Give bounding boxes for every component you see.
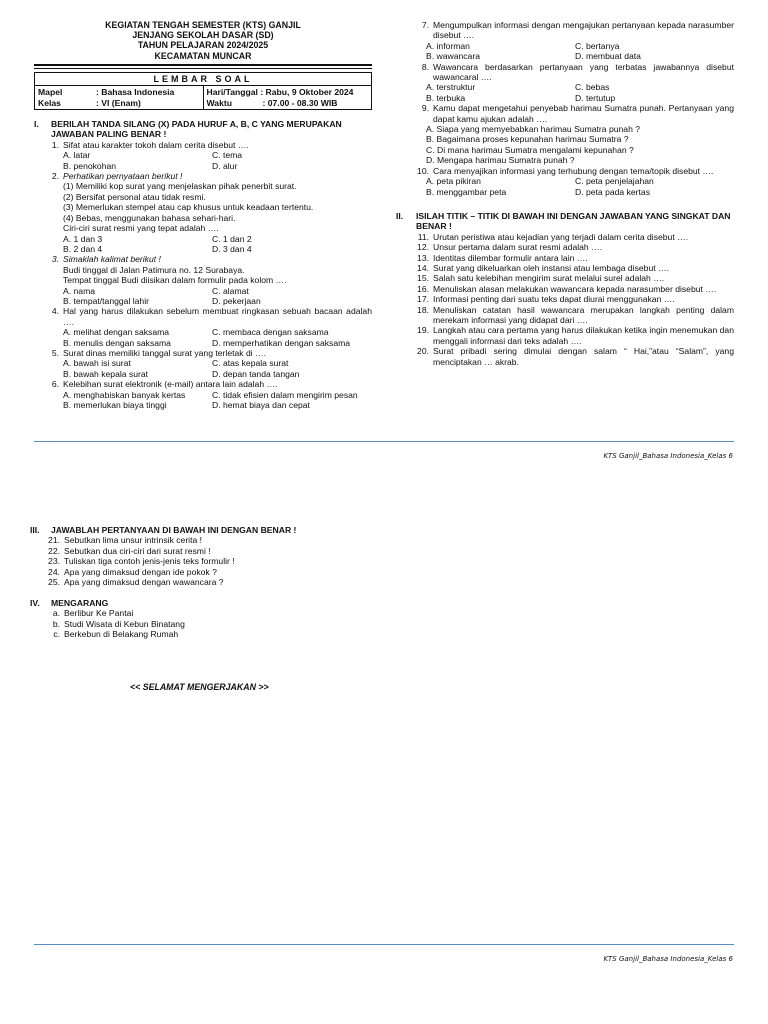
section-2-title: ISILAH TITIK – TITIK DI BAWAH INI DENGAN JAWABAN YANG SINGKAT DAN BENAR !: [416, 210, 731, 232]
option-d: D. pekerjaan: [212, 295, 261, 306]
question-number: 2.: [51, 171, 59, 182]
question-4: [34, 306, 372, 348]
question-text: Simaklah kalimat berikut !: [63, 254, 161, 265]
option-d: D. tertutup: [575, 92, 616, 103]
question-number: 9.: [421, 103, 429, 114]
option-a: A. bawah isi surat: [63, 358, 131, 369]
item-text: Berkebun di Belakang Rumah: [64, 629, 179, 640]
item-number: 25.: [48, 577, 60, 588]
item-number: 14.: [417, 262, 429, 273]
fill-in-item: [396, 305, 734, 326]
closing-message: << SELAMAT MENGERJAKAN >>: [130, 682, 269, 692]
question-text: Perhatikan pernyataan berikut !: [63, 171, 183, 182]
option-a: A. informan: [426, 40, 470, 51]
section-3-list: [30, 535, 370, 587]
section-2-heading: [396, 211, 734, 232]
statement-4: (4) Bebas, menggunakan bahasa sehari-hari.: [63, 212, 236, 223]
item-text: Unsur pertama dalam surat resmi adalah ….: [433, 242, 603, 253]
question-8: [396, 62, 734, 104]
item-text: Surat yang dikeluarkan oleh instansi atau lembaga disebut ….: [433, 262, 669, 273]
item-text: Surat pribadi sering dimulai dengan salam “ Hai,”atau “Salam”, yang menciptakan … akrab.: [433, 346, 734, 367]
exam-header: [34, 20, 372, 61]
option-a: A. menghabiskan banyak kertas: [63, 389, 186, 400]
option-a: A. terstruktur: [426, 82, 476, 93]
section-3: [30, 525, 370, 587]
section-3-title: JAWABLAH PERTANYAAN DI BAWAH INI DENGAN BENAR !: [51, 525, 297, 535]
option-a: A. melihat dengan saksama: [63, 327, 170, 338]
option-c: C. peta penjelajahan: [575, 176, 654, 187]
item-text: Urutan peristiwa atau kejadian yang terjadi dalam cerita disebut ….: [433, 231, 689, 242]
essay-item: [30, 567, 370, 577]
sheet-meta: [35, 86, 371, 109]
section-1-heading: [34, 119, 372, 140]
tanggal-value: : Rabu, 9 Oktober 2024: [260, 87, 354, 98]
header-line-4: KECAMATAN MUNCAR: [154, 50, 252, 61]
option-d: D. depan tanda tangan: [212, 368, 300, 379]
fill-in-item: [396, 346, 734, 367]
question-7: [396, 20, 734, 62]
kelas-label: Kelas: [38, 97, 61, 108]
fill-in-item: [396, 242, 734, 252]
question-text: Wawancara berdasarkan pertanyaan yang terbatas jawabannya disebut wawancaral ….: [433, 61, 734, 83]
question-number: 10.: [417, 165, 429, 176]
item-text: Apa yang dimaksud dengan wawancara ?: [64, 577, 224, 588]
statement-1: Budi tinggal di Jalan Patimura no. 12 Surabaya.: [63, 264, 245, 275]
item-number: c.: [53, 629, 60, 640]
question-10: [396, 166, 734, 197]
section-4-heading: [30, 598, 370, 608]
right-column: [396, 20, 734, 367]
question-prompt: Ciri-ciri surat resmi yang tepat adalah ….: [63, 223, 219, 234]
fill-in-item: [396, 294, 734, 304]
question-number: 8.: [421, 61, 429, 72]
option-d: D. Mengapa harimau Sumatra punah ?: [426, 155, 575, 166]
item-number: a.: [52, 608, 60, 619]
section-1-number: I.: [34, 119, 39, 130]
page-2-footer-text: KTS Ganjil_Bahasa Indonesia_Kelas 6: [603, 955, 733, 963]
option-a: A. latar: [63, 150, 91, 161]
section-4-number: IV.: [30, 598, 40, 608]
question-text: Surat dinas memiliki tanggal surat yang terletak di ….: [63, 347, 267, 358]
essay-topic: [30, 619, 370, 629]
question-5: [34, 348, 372, 379]
option-a: A. 1 dan 3: [63, 233, 103, 244]
item-number: 11.: [417, 231, 429, 242]
question-number: 3.: [51, 254, 59, 265]
item-number: 15.: [417, 273, 429, 284]
option-b: B. wawancara: [426, 51, 480, 62]
option-a: A. nama: [63, 285, 96, 296]
option-c: C. Di mana harimau Sumatra mengalami kepunahan ?: [426, 144, 634, 155]
item-number: b.: [52, 618, 60, 629]
statement-2: (2) Bersifat personal atau tidak resmi.: [63, 191, 206, 202]
header-divider-thick: [34, 64, 372, 66]
question-2: [34, 171, 372, 254]
option-b: B. penokohan: [63, 160, 117, 171]
item-number: 13.: [417, 252, 429, 263]
item-text: Langkah atau cara pertama yang harus dilakukan ketika ingin menemukan dan menggali informasi dari teks adalah ….: [433, 325, 734, 346]
section-3-heading: [30, 525, 370, 535]
section-1-title: BERILAH TANDA SILANG (X) PADA HURUF A, B, C YANG MERUPAKAN JAWABAN PALING BENAR !: [51, 119, 342, 140]
option-c: C. tema: [212, 150, 243, 161]
section-2-list: [396, 232, 734, 367]
option-d: D. hemat biaya dan cepat: [212, 400, 310, 410]
fill-in-item: [396, 232, 734, 242]
fill-in-item: [396, 253, 734, 263]
option-b: B. tempat/tanggal lahir: [63, 295, 149, 306]
item-number: 23.: [48, 556, 60, 567]
kelas-value: : VI (Enam): [96, 97, 141, 108]
item-text: Menuliskan alasan melakukan wawancara kepada narasumber disebut ….: [433, 283, 717, 294]
option-c: C. membaca dengan saksama: [212, 327, 329, 338]
item-text: Informasi penting dari suatu teks dapat diurai menggunakan ….: [433, 294, 675, 305]
section-3-number: III.: [30, 525, 40, 535]
item-text: Studi Wisata di Kebun Binatang: [64, 618, 185, 629]
section-4-list: [30, 608, 370, 639]
question-number: 1.: [51, 139, 59, 150]
essay-item: [30, 546, 370, 556]
question-number: 5.: [51, 347, 59, 358]
section-4: [30, 598, 370, 640]
option-c: C. alamat: [212, 285, 249, 296]
question-6: [34, 379, 372, 410]
option-c: C. 1 dan 2: [212, 233, 252, 244]
item-number: 21.: [48, 535, 60, 546]
option-b: B. terbuka: [426, 92, 466, 103]
option-b: B. Bagaimana proses kepunahan harimau Sumatra ?: [426, 134, 629, 145]
page-2-footer-line: [34, 944, 734, 945]
meta-left: [35, 86, 203, 109]
item-number: 19.: [417, 325, 429, 336]
statement-1: (1) Memiliki kop surat yang menjelaskan pihak penerbit surat.: [63, 181, 297, 192]
header-line-1: KEGIATAN TENGAH SEMESTER (KTS) GANJIL: [105, 20, 301, 30]
item-number: 12.: [417, 242, 429, 253]
option-d: D. memperhatikan dengan saksama: [212, 337, 351, 348]
question-text: Sifat atau karakter tokoh dalam cerita disebut ….: [63, 139, 249, 150]
item-text: Apa yang dimaksud dengan ide pokok ?: [64, 566, 217, 577]
item-text: Sebutkan dua ciri-ciri dari surat resmi !: [64, 545, 211, 556]
option-b: B. bawah kepala surat: [63, 368, 149, 379]
mapel-label: Mapel: [38, 87, 63, 98]
section-4-title: MENGARANG: [51, 598, 109, 608]
option-b: B. 2 dan 4: [63, 243, 103, 254]
header-line-3: TAHUN PELAJARAN 2024/2025: [137, 40, 269, 51]
question-3: [34, 254, 372, 306]
item-number: 16.: [417, 283, 429, 294]
waktu-label: Waktu: [206, 97, 232, 108]
option-c: C. atas kepala surat: [212, 358, 289, 369]
item-text: Sebutkan lima unsur intrinsik cerita !: [64, 535, 203, 546]
option-a: A. peta pikiran: [426, 176, 481, 187]
item-text: Identitas dilembar formulir antara lain ….: [433, 252, 588, 263]
waktu-value: : 07.00 - 08.30 WIB: [262, 97, 338, 108]
question-text: Kelebihan surat elektronik (e-mail) antara lain adalah ….: [63, 379, 278, 390]
header-line-2: JENJANG SEKOLAH DASAR (SD): [132, 30, 274, 41]
page-1-footer-text: KTS Ganjil_Bahasa Indonesia_Kelas 6: [603, 452, 733, 460]
sheet-info-box: [34, 72, 372, 110]
option-b: B. menggambar peta: [426, 186, 507, 197]
option-d: D. 3 dan 4: [212, 243, 252, 254]
item-text: Menuliskan catatan hasil wawancara merupakan langkah penting dalam merekam informasi yang didapat dari ….: [433, 304, 734, 325]
option-b: B. menulis dengan saksama: [63, 337, 171, 348]
option-c: C. bertanya: [575, 40, 620, 51]
statement-3: (3) Memerlukan stempel atau cap khusus untuk keadaan tertentu.: [63, 202, 314, 213]
question-9: [396, 103, 734, 165]
question-text: Cara menyajikan informasi yang terhubung dengan tema/topik disebut ….: [433, 165, 714, 176]
item-number: 18.: [417, 304, 429, 315]
essay-topic: [30, 629, 370, 639]
item-text: Salah satu kelebihan mengirim surat melalui surel adalah ….: [433, 273, 665, 284]
fill-in-item: [396, 325, 734, 346]
meta-right: [203, 86, 372, 109]
option-c: C. bebas: [575, 82, 610, 93]
item-number: 22.: [48, 545, 60, 556]
fill-in-item: [396, 284, 734, 294]
essay-topic: [30, 608, 370, 618]
question-text: Mengumpulkan informasi dengan mengajukan pertanyaan kepada narasumber disebut ….: [433, 20, 734, 41]
sheet-title: LEMBAR SOAL: [35, 73, 371, 86]
item-number: 20.: [417, 346, 429, 357]
question-number: 7.: [421, 20, 429, 30]
option-d: D. peta pada kertas: [575, 186, 651, 197]
page-1-footer-line: [34, 441, 734, 442]
question-number: 6.: [51, 379, 59, 390]
option-b: B. memerlukan biaya tinggi: [63, 400, 167, 410]
tanggal-label: Hari/Tanggal: [206, 87, 258, 98]
essay-item: [30, 577, 370, 587]
option-c: C. tidak efisien dalam mengirim pesan: [212, 389, 358, 400]
question-text: Hal yang harus dilakukan sebelum membuat ringkasan sebuah bacaan adalah ….: [63, 306, 372, 327]
option-d: D. alur: [212, 160, 238, 171]
essay-item: [30, 556, 370, 566]
left-column: [34, 20, 372, 410]
fill-in-item: [396, 273, 734, 283]
mapel-value: : Bahasa Indonesia: [96, 87, 175, 98]
option-a: A. Siapa yang memyebabkan harimau Sumatra punah ?: [426, 124, 641, 135]
item-number: 24.: [48, 566, 60, 577]
header-divider-thin: [34, 68, 372, 69]
question-prompt: Tempat tinggal Budi diisikan dalam formulir pada kolom ….: [63, 275, 287, 286]
item-number: 17.: [417, 294, 429, 305]
essay-item: [30, 535, 370, 545]
question-text: Kamu dapat mengetahui penyebab harimau Sumatra punah. Pertanyaan yang dapat kamu ajukan adalah ….: [433, 103, 734, 124]
question-1: [34, 140, 372, 171]
question-number: 4.: [51, 306, 59, 317]
option-d: D. membuat data: [575, 51, 641, 62]
item-text: Berlibur Ke Pantai: [64, 608, 134, 619]
item-text: Tuliskan tiga contoh jenis-jenis teks formulir !: [64, 556, 235, 567]
fill-in-item: [396, 263, 734, 273]
section-2-number: II.: [396, 210, 404, 221]
